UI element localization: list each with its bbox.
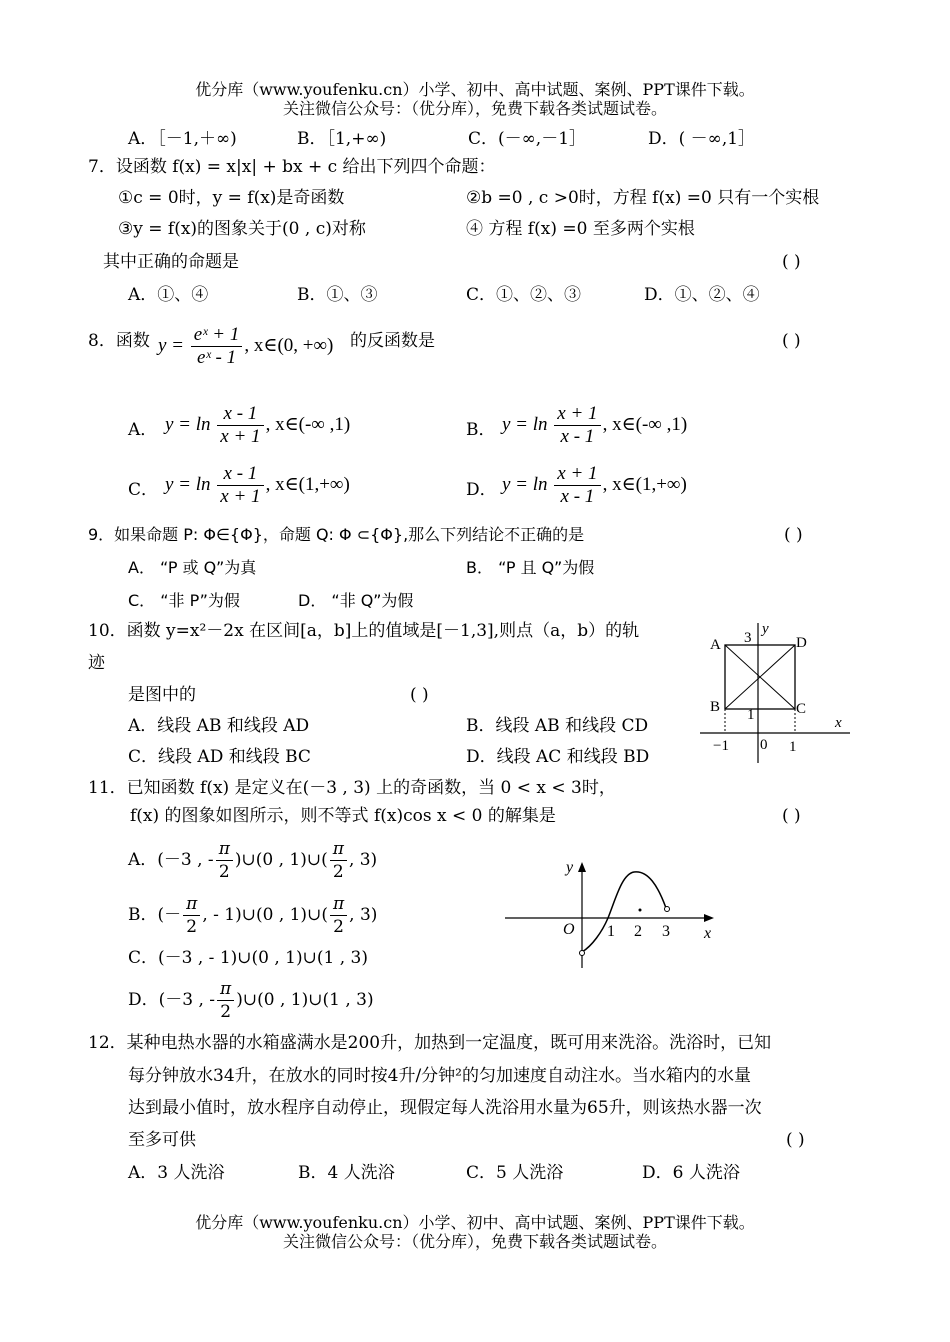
q8-a-num: x - 1 — [217, 403, 263, 426]
q8-option-a-expr — [165, 403, 350, 448]
q8-tail: 的反函数是 — [350, 331, 435, 351]
q12-option-c: C．5 人洗浴 — [466, 1163, 564, 1183]
q11-option-c: C．(－3 , - 1)∪(0 , 1)∪(1 , 3) — [128, 948, 368, 968]
q7-stem: 7．设函数 f(x) = x|x| + bx + c 给出下列四个命题： — [88, 157, 496, 177]
q8-b-den: x - 1 — [560, 426, 595, 447]
q8-option-c-expr — [165, 463, 350, 508]
q11-a-mid: )∪(0 , 1)∪( — [234, 850, 328, 870]
q6-option-a: A．［－1,＋∞) — [128, 129, 237, 149]
q11-label-O: O — [563, 921, 575, 938]
q11-a-pi2: π — [330, 838, 347, 861]
q10-label-B: B — [710, 699, 721, 715]
q8-d-domain: , x∈(1,+∞) — [602, 473, 687, 495]
q10-stem: 10．函数 y=x²－2x 在区间[a，b]上的值域是[－1,3],则点（a，b）的轨 — [88, 621, 640, 641]
q11-option-a — [128, 838, 377, 883]
q11-d-two: 2 — [220, 1002, 232, 1022]
q10-tick-neg1: −1 — [713, 738, 729, 754]
q8-option-a-label: A． — [128, 420, 158, 440]
q11-option-b — [128, 893, 377, 938]
q8-numerator: eˣ + 1 — [191, 324, 243, 347]
q12-line-3: 达到最小值时，放水程序自动停止，现假定每人洗浴用水量为65升，则该热水器一次 — [128, 1098, 762, 1118]
q11-b-pi1: π — [183, 893, 200, 916]
q7-proposition-4: ④ 方程 f(x) =0 至多两个实根 — [466, 219, 695, 239]
q8-function — [158, 324, 333, 369]
q9-option-d: D． “非 Q”为假 — [298, 591, 414, 610]
q9-option-a: A． “P 或 Q”为真 — [128, 558, 257, 577]
q11-b-two1: 2 — [186, 917, 198, 937]
q6-option-b: B．［1,+∞) — [297, 129, 387, 149]
q8-d-ln: y = ln — [502, 473, 548, 495]
q11-answer-paren: ( ) — [782, 806, 801, 826]
q10-answer-paren: ( ) — [410, 685, 429, 705]
header-line-1: 优分库（www.youfenku.cn）小学、初中、高中试题、案例、PPT课件下载。 — [195, 80, 755, 99]
q10-option-d: D．线段 AC 和线段 BD — [466, 747, 650, 767]
q8-c-den: x + 1 — [220, 486, 261, 507]
q9-answer-paren: ( ) — [784, 525, 803, 545]
q6-option-c: C．(－∞,－1］ — [468, 129, 587, 149]
q8-c-domain: , x∈(1,+∞) — [265, 473, 350, 495]
q8-b-fraction — [554, 403, 600, 448]
q8-option-b-label: B． — [466, 420, 496, 440]
q12-option-b: B．4 人洗浴 — [298, 1163, 395, 1183]
q7-proposition-1: ①c = 0时，y = f(x)是奇函数 — [118, 188, 345, 208]
q8-y-eq: y = — [158, 334, 185, 356]
q11-a-pre: A．(－3 , - — [128, 850, 214, 870]
q7-option-b: B．①、③ — [297, 285, 378, 305]
q12-line-2: 每分钟放水34升，在放水的同时按4升/分钟²的匀加速度自动注水。当水箱内的水量 — [128, 1066, 751, 1086]
q10-label-y: y — [762, 621, 769, 637]
q8-c-ln: y = ln — [165, 473, 211, 495]
q8-option-c-label: C． — [128, 480, 159, 500]
q10-option-a: A．线段 AB 和线段 AD — [128, 716, 310, 736]
q11-open-point-origin — [580, 951, 585, 956]
q11-curve — [582, 872, 666, 952]
q11-open-point-end — [665, 907, 670, 912]
q11-tick-3: 3 — [662, 923, 670, 940]
q8-option-b-expr — [502, 403, 687, 448]
q8-a-fraction — [217, 403, 263, 448]
q10-label-A: A — [710, 637, 721, 653]
q9-option-b: B． “P 且 Q”为假 — [466, 558, 595, 577]
q11-b-frac1 — [183, 893, 200, 938]
q10-tick-1-y: 1 — [747, 707, 755, 723]
q8-option-d-label: D． — [466, 480, 497, 500]
q11-b-post: , 3) — [349, 905, 378, 925]
q11-y-arrow — [578, 862, 586, 872]
q8-b-domain: , x∈(-∞ ,1) — [602, 413, 688, 435]
q11-option-d — [128, 978, 374, 1023]
q11-x-arrow — [704, 914, 714, 922]
footer-line-2: 关注微信公众号：（优分库），免费下载各类试题试卷。 — [282, 1232, 667, 1251]
q10-tick-3: 3 — [744, 630, 752, 646]
q8-domain: , x∈(0, +∞) — [244, 334, 334, 356]
q10-option-c: C．线段 AD 和线段 BC — [128, 747, 311, 767]
q11-stem: 11．已知函数 f(x) 是定义在(－3 , 3) 上的奇函数，当 0 < x < 3时， — [88, 778, 616, 798]
q11-label-x: x — [704, 925, 712, 942]
q8-d-num: x + 1 — [554, 463, 600, 486]
q12-option-d: D．6 人洗浴 — [642, 1163, 740, 1183]
q7-which: 其中正确的命题是 — [103, 252, 239, 272]
q11-d-pre: D．(－3 , - — [128, 990, 216, 1010]
q10-label-x: x — [835, 715, 842, 731]
q7-option-a: A．①、④ — [128, 285, 209, 305]
q6-option-d: D．( －∞,1］ — [648, 129, 756, 149]
q8-a-den: x + 1 — [220, 426, 261, 447]
q8-b-num: x + 1 — [554, 403, 600, 426]
q8-d-den: x - 1 — [560, 486, 595, 507]
q11-stem-2: f(x) 的图象如图所示，则不等式 f(x)cos x < 0 的解集是 — [130, 806, 556, 826]
q8-denominator: eˣ - 1 — [197, 347, 237, 368]
q9-stem: 9．如果命题 P: Φ∈{Φ}，命题 Q: Φ ⊂{Φ},那么下列结论不正确的是 — [88, 525, 585, 544]
q7-option-c: C．①、②、③ — [466, 285, 582, 305]
q11-figure — [500, 850, 730, 980]
q11-b-two2: 2 — [333, 917, 344, 937]
q10-label-C: C — [796, 701, 807, 717]
q8-c-fraction — [217, 463, 263, 508]
q12-line-4: 至多可供 — [128, 1130, 196, 1150]
q7-answer-paren: ( ) — [782, 252, 801, 272]
q11-tick-1: 1 — [607, 923, 615, 940]
footer-line-1: 优分库（www.youfenku.cn）小学、初中、高中试题、案例、PPT课件下载。 — [195, 1213, 755, 1232]
q10-tick-1-x: 1 — [789, 739, 797, 755]
q11-d-pi: π — [217, 978, 234, 1001]
q10-label-D: D — [796, 635, 807, 651]
q11-b-pre: B．(－ — [128, 905, 182, 925]
q10-stem-2: 迹 — [88, 653, 105, 673]
q11-tick-2: 2 — [634, 923, 642, 940]
q12-option-a: A．3 人洗浴 — [128, 1163, 225, 1183]
q11-a-two1: 2 — [218, 862, 230, 882]
q8-d-fraction — [554, 463, 600, 508]
q7-proposition-3: ③y = f(x)的图象关于(0 , c)对称 — [118, 219, 366, 239]
q11-d-frac — [217, 978, 234, 1023]
q8-fraction — [191, 324, 243, 369]
q10-tick-0: 0 — [760, 737, 768, 753]
q12-line-1: 12．某种电热水器的水箱盛满水是200升，加热到一定温度，既可用来洗浴。洗浴时，已知 — [88, 1033, 772, 1053]
q11-b-pi2: π — [330, 893, 347, 916]
q9-option-c: C． “非 P”为假 — [128, 591, 240, 610]
q8-a-ln: y = ln — [165, 413, 211, 435]
q11-label-y: y — [566, 859, 574, 876]
q10-figure — [700, 615, 860, 775]
q8-number: 8．函数 — [88, 331, 150, 351]
q11-b-mid: , - 1)∪(0 , 1)∪( — [202, 905, 328, 925]
q11-b-frac2 — [330, 893, 347, 938]
q10-option-b: B．线段 AB 和线段 CD — [466, 716, 649, 736]
q8-answer-paren: ( ) — [782, 331, 801, 351]
q11-a-frac2 — [330, 838, 347, 883]
q11-a-frac1 — [216, 838, 233, 883]
header-line-2: 关注微信公众号：（优分库），免费下载各类试题试卷。 — [282, 99, 667, 118]
q11-a-pi1: π — [216, 838, 233, 861]
q8-c-num: x - 1 — [217, 463, 263, 486]
q7-option-d: D．①、②、④ — [644, 285, 760, 305]
q11-dot — [639, 909, 642, 912]
q11-a-post: , 3) — [348, 850, 378, 870]
q12-answer-paren: ( ) — [786, 1130, 805, 1150]
q8-a-domain: , x∈(-∞ ,1) — [265, 413, 351, 435]
q8-b-ln: y = ln — [502, 413, 548, 435]
q8-option-d-expr — [502, 463, 687, 508]
q11-d-post: )∪(0 , 1)∪(1 , 3) — [236, 990, 374, 1010]
q10-stem-3: 是图中的 — [128, 685, 196, 705]
q11-a-two2: 2 — [332, 862, 344, 882]
q7-proposition-2: ②b =0 , c >0时，方程 f(x) =0 只有一个实根 — [466, 188, 820, 208]
